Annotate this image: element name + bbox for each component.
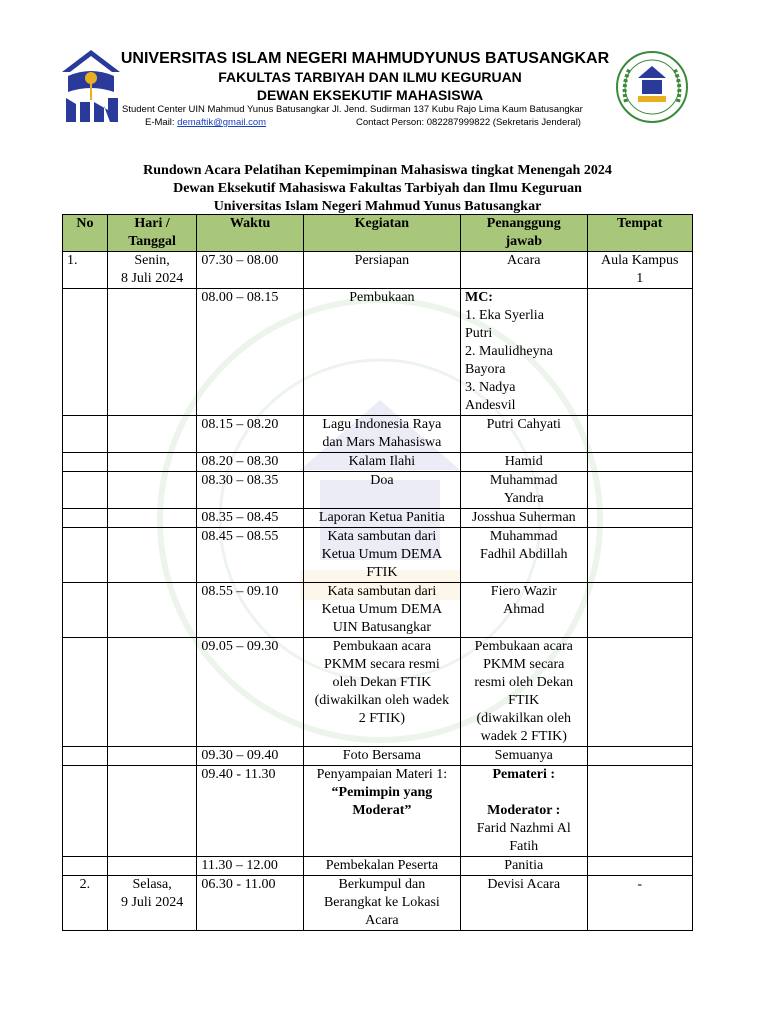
table-row (63, 528, 693, 583)
row-place (587, 453, 693, 472)
row-day (107, 747, 197, 766)
row-time: 11.30 – 12.00 (197, 857, 303, 876)
session-topic: “Pemimpin yang Moderat” (331, 785, 433, 818)
table-row (63, 857, 693, 876)
row-no (63, 289, 108, 416)
contact-line: Contact Person: 082287999822 (Sekretaris Jenderal) (356, 117, 581, 128)
title-line-3: Universitas Islam Negeri Mahmud Yunus Batusangkar (213, 199, 542, 214)
row-no (63, 857, 108, 876)
row-no (63, 528, 108, 583)
row-day: Senin, 8 Juli 2024 (107, 252, 197, 289)
row-activity: Kata sambutan dari Ketua Umum DEMA UIN Batusangkar (303, 583, 460, 638)
row-pic: Devisi Acara (460, 876, 587, 931)
university-name: UNIVERSITAS ISLAM NEGERI MAHMUDYUNUS BATUSANGKAR (120, 50, 610, 67)
row-activity (303, 766, 460, 857)
row-time: 08.30 – 08.35 (197, 472, 303, 509)
row-activity: Lagu Indonesia Raya dan Mars Mahasiswa (303, 416, 460, 453)
email-line (145, 117, 266, 128)
row-place (587, 289, 693, 416)
row-activity: Pembukaan acara PKMM secara resmi oleh Dekan FTIK (diwakilkan oleh wadek 2 FTIK) (303, 638, 460, 747)
row-activity: Laporan Ketua Panitia (303, 509, 460, 528)
row-day (107, 857, 197, 876)
row-no (63, 638, 108, 747)
row-place (587, 857, 693, 876)
row-activity: Pembekalan Peserta (303, 857, 460, 876)
row-place: Aula Kampus 1 (587, 252, 693, 289)
row-pic: Muhammad Fadhil Abdillah (460, 528, 587, 583)
row-day (107, 416, 197, 453)
header-activity: Kegiatan (303, 215, 460, 252)
row-place (587, 509, 693, 528)
organization-name: DEWAN EKSEKUTIF MAHASISWA (256, 87, 484, 103)
row-day (107, 638, 197, 747)
table-header-row (63, 215, 693, 252)
row-no (63, 583, 108, 638)
row-no: 1. (63, 252, 108, 289)
row-no (63, 766, 108, 857)
row-place (587, 472, 693, 509)
table-row (63, 416, 693, 453)
row-time: 07.30 – 08.00 (197, 252, 303, 289)
email-label: E-Mail: (145, 117, 178, 128)
table-row (63, 472, 693, 509)
row-pic: Hamid (460, 453, 587, 472)
title-line-1: Rundown Acara Pelatihan Kepemimpinan Mahasiswa tingkat Menengah 2024 (143, 163, 612, 178)
table-row (63, 289, 693, 416)
row-day (107, 509, 197, 528)
row-time: 06.30 - 11.00 (197, 876, 303, 931)
header-no: No (63, 215, 108, 252)
table-row (63, 583, 693, 638)
row-time: 08.00 – 08.15 (197, 289, 303, 416)
faculty-name: FAKULTAS TARBIYAH DAN ILMU KEGURUAN (218, 69, 522, 85)
table-row (63, 766, 693, 857)
session-label: Penyampaian Materi 1: (316, 767, 448, 782)
row-place (587, 528, 693, 583)
row-day (107, 289, 197, 416)
row-time: 08.55 – 09.10 (197, 583, 303, 638)
row-place (587, 747, 693, 766)
row-place (587, 766, 693, 857)
table-row (63, 453, 693, 472)
row-pic (460, 289, 587, 416)
table-row (63, 509, 693, 528)
row-time: 08.45 – 08.55 (197, 528, 303, 583)
row-activity: Berkumpul dan Berangkat ke Lokasi Acara (303, 876, 460, 931)
title-line-2: Dewan Eksekutif Mahasiswa Fakultas Tarbiyah dan Ilmu Keguruan (173, 181, 582, 196)
row-pic: Acara (460, 252, 587, 289)
table-row (63, 638, 693, 747)
row-time: 09.40 - 11.30 (197, 766, 303, 857)
uin-logo (60, 48, 122, 130)
moderator-label: Moderator : (487, 803, 561, 818)
row-no (63, 509, 108, 528)
dema-ftik-logo (614, 44, 690, 130)
row-day: Selasa, 9 Juli 2024 (107, 876, 197, 931)
row-day (107, 583, 197, 638)
speaker-label: Pemateri : (492, 767, 556, 782)
row-day (107, 528, 197, 583)
row-place (587, 416, 693, 453)
row-time: 08.15 – 08.20 (197, 416, 303, 453)
email-link[interactable]: demaftik@gmail.com (177, 117, 267, 128)
row-pic (460, 766, 587, 857)
row-no: 2. (63, 876, 108, 931)
row-no (63, 416, 108, 453)
table-row (63, 252, 693, 289)
row-time: 08.20 – 08.30 (197, 453, 303, 472)
row-activity: Kalam Ilahi (303, 453, 460, 472)
header-day: Hari / Tanggal (107, 215, 197, 252)
row-time: 08.35 – 08.45 (197, 509, 303, 528)
row-activity: Foto Bersama (303, 747, 460, 766)
row-pic: Fiero Wazir Ahmad (460, 583, 587, 638)
table-row (63, 747, 693, 766)
row-pic: Semuanya (460, 747, 587, 766)
row-pic: Josshua Suherman (460, 509, 587, 528)
row-day (107, 453, 197, 472)
row-day (107, 766, 197, 857)
header-time: Waktu (197, 215, 303, 252)
row-activity: Kata sambutan dari Ketua Umum DEMA FTIK (303, 528, 460, 583)
row-time: 09.05 – 09.30 (197, 638, 303, 747)
row-activity: Pembukaan (303, 289, 460, 416)
row-no (63, 472, 108, 509)
row-pic: Putri Cahyati (460, 416, 587, 453)
row-place: - (587, 876, 693, 931)
header-place: Tempat (587, 215, 693, 252)
row-place (587, 638, 693, 747)
row-no (63, 453, 108, 472)
header-pic: Penanggung jawab (460, 215, 587, 252)
row-place (587, 583, 693, 638)
row-no (63, 747, 108, 766)
row-pic: Pembukaan acara PKMM secara resmi oleh Dekan FTIK (diwakilkan oleh wadek 2 FTIK) (460, 638, 587, 747)
row-activity: Persiapan (303, 252, 460, 289)
table-row (63, 876, 693, 931)
mc-label: MC: (464, 290, 493, 305)
row-pic: Muhammad Yandra (460, 472, 587, 509)
row-activity: Doa (303, 472, 460, 509)
document-title (62, 162, 693, 216)
rundown-table (62, 214, 693, 931)
mc-names: 1. Eka Syerlia Putri 2. Maulidheyna Bayora 3. Nadya Andesvil (464, 308, 553, 413)
row-time: 09.30 – 09.40 (197, 747, 303, 766)
row-pic: Panitia (460, 857, 587, 876)
row-day (107, 472, 197, 509)
moderator-name: Farid Nazhmi Al Fatih (476, 821, 571, 854)
address-line: Student Center UIN Mahmud Yunus Batusangkar Jl. Jend. Sudirman 137 Kubu Rajo Lima Kaum Batusangkar (122, 104, 583, 115)
